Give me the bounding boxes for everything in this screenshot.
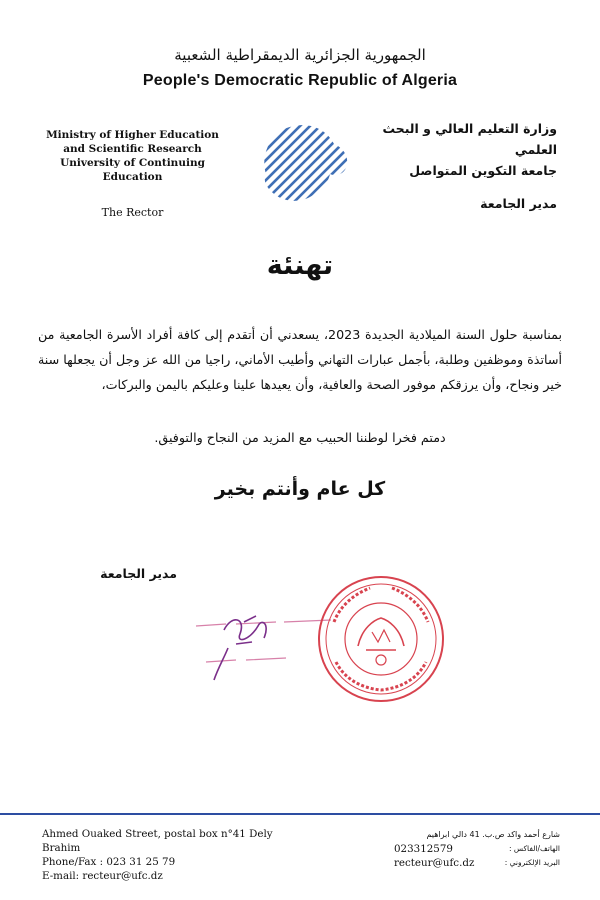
university-logo [248, 118, 358, 206]
university-name-arabic: جامعة التكوين المتواصل [409, 163, 557, 178]
greeting-text: بمناسبة حلول السنة الميلادية الجديدة 2023، يسعدني أن أتقدم إلى كافة أفراد الأسرة الجامعية من أساتذة وموظفين وطلبة، بأجمل عبارات التهاني وأطيب الأماني، راجيا من الله عز وجل أن يجعلها سنة خير ونجاح، وأن يرزقكم موفور الصحة والعافية، وأن يعيدها علينا وعليكم باليمن والبركات، [38, 327, 562, 392]
postal-address: Ahmed Ouaked Street, postal box n°41 Dely Brahim [42, 828, 273, 854]
rector-title-arabic: مدير الجامعة [480, 196, 557, 211]
ministry-line-2: and Scientific Research [63, 143, 202, 155]
phone-number: 023312579 [394, 843, 453, 855]
footer-divider [0, 813, 600, 815]
footer-contact-english [42, 827, 302, 883]
ministry-name-arabic: وزارة التعليم العالي و البحث العلمي [382, 121, 557, 157]
document-title: تهنئة [266, 250, 334, 281]
new-year-wishes: كل عام وأنتم بخير [214, 478, 386, 500]
signatory-title: مدير الجامعة [100, 566, 177, 581]
ministry-line-1: Ministry of Higher Education [46, 129, 219, 141]
postal-address-arabic: شارع أحمد واكد ص.ب. 41 دالي ابراهيم [426, 830, 560, 839]
institution-block-english [40, 128, 225, 220]
closing-line: دمتم فخرا لوطننا الحبيب مع المزيد من النجاح والتوفيق. [154, 430, 446, 445]
footer-contact-arabic [368, 828, 560, 870]
phone-label-arabic: الهاتف/الفاكس : [509, 844, 560, 853]
greeting-paragraph [38, 322, 562, 397]
country-name-english: People's Democratic Republic of Algeria [142, 72, 458, 89]
email-address: E-mail: recteur@ufc.dz [42, 870, 163, 882]
handwritten-signature [166, 600, 336, 690]
country-name-arabic: الجمهورية الجزائرية الديمقراطية الشعبية [174, 46, 426, 64]
official-stamp [314, 572, 448, 706]
phone-fax: Phone/Fax : 023 31 25 79 [42, 856, 176, 868]
rector-title-english: The Rector [101, 206, 164, 219]
university-name: University of Continuing Education [60, 157, 205, 183]
email-value: recteur@ufc.dz [394, 857, 475, 869]
email-label-arabic: البريد الإلكتروني : [504, 858, 560, 867]
institution-block-arabic [372, 118, 557, 214]
